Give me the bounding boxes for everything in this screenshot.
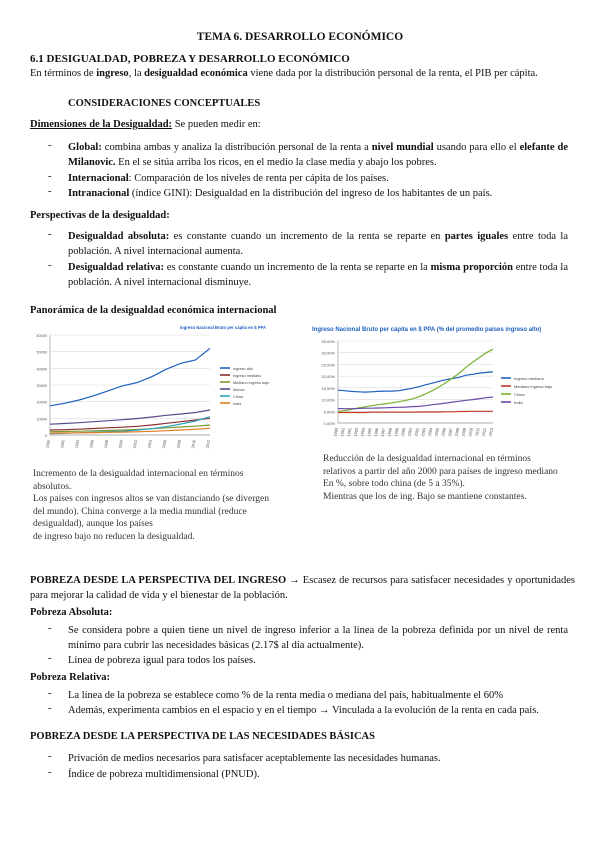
y-tick-label: 0,00% [323, 421, 335, 426]
intro-bold: ingreso [96, 68, 129, 79]
caption-line: Los países con ingresos altos se van distanciando (se divergen [33, 494, 269, 504]
legend-label: Ingreso mediano [514, 376, 544, 381]
x-tick-label: 2008 [176, 439, 182, 449]
y-tick-label: 50000 [36, 350, 47, 355]
chart-1-svg [30, 323, 292, 449]
x-tick-label: 1994 [359, 427, 366, 437]
x-tick-label: 2006 [440, 427, 447, 437]
caption-line: Incremento de la desigualdad internacional en términos [33, 469, 244, 479]
x-tick-label: 1997 [379, 427, 387, 437]
series-line [50, 418, 210, 430]
section-heading: 6.1 DESIGUALDAD, POBREZA Y DESARROLLO ECONÓMICO [30, 53, 350, 65]
x-tick-label: 2000 [399, 427, 407, 437]
y-tick-label: 0 [44, 434, 47, 438]
x-tick-label: 1993 [352, 427, 360, 437]
legend-label: Ingreso mediano [233, 374, 262, 378]
caption-line: de ingreso bajo no reducen la desigualdad. [33, 531, 195, 542]
caption-line: relativos a partir del año 2000 para países de ingreso mediano [323, 466, 558, 477]
x-tick-label: 2013 [487, 427, 494, 437]
x-tick-label: 2003 [420, 427, 427, 437]
x-tick-label: 1999 [393, 427, 400, 437]
list-item: Internacional: Comparación de los niveles de renta per cápita de los países. [68, 173, 389, 184]
conceptual-heading: CONSIDERACIONES CONCEPTUALES [68, 98, 261, 109]
x-tick-label: 2004 [147, 439, 153, 449]
series-line [50, 410, 210, 424]
intro-text: , la [128, 68, 145, 79]
poverty-income-heading: POBREZA DESDE LA PERSPECTIVA DEL INGRESO [30, 575, 287, 586]
x-tick-label: 1990 [332, 427, 339, 437]
x-tick-label: 1996 [89, 439, 95, 449]
y-tick-label: 10,00% [321, 397, 335, 403]
x-tick-label: 2005 [433, 427, 441, 437]
dimensions-line [30, 118, 261, 132]
perspectives-heading: Perspectivas de la desigualdad: [30, 210, 170, 221]
bullet-dash: - [48, 688, 52, 699]
x-tick-label: 1992 [345, 427, 353, 437]
caption-line: absolutos. [33, 481, 72, 492]
legend-label: China [233, 395, 243, 399]
legend-label: India [233, 402, 242, 406]
bullet-dash: - [48, 229, 52, 240]
series-line [338, 349, 493, 411]
bullet-dash: - [48, 653, 52, 664]
list-item: Privación de medios necesarios para satisfacer aceptablemente las necesidades humanas. [68, 753, 441, 764]
series-line [50, 348, 210, 406]
poverty-absolute-heading: Pobreza Absoluta: [30, 607, 113, 618]
intro-text: En términos de [30, 68, 97, 79]
bullet-dash: - [48, 186, 52, 197]
caption-line: Mientras que los de ing. Bajo se mantiene constantes. [323, 491, 527, 502]
x-tick-label: 2001 [406, 427, 414, 437]
x-tick-label: 2006 [161, 439, 168, 449]
intro-paragraph [30, 67, 575, 81]
bullet-dash: - [48, 623, 52, 634]
list-item: Desigualdad absoluta: es constante cuando un incremento de la renta se reparte en partes iguales entre toda la población. A nivel internacional aumenta. [68, 231, 569, 257]
y-tick-label: 5,00% [323, 409, 335, 415]
bullet-dash: - [48, 260, 52, 271]
caption-line: desigualdad), aunque los países [33, 519, 153, 529]
chart-2-svg [308, 323, 576, 447]
list-item: Además, experimenta cambios en el espacio y en el tiempo → Vinculada a la evolución de la renta en cada país. [68, 705, 539, 716]
legend-label: Ingreso alto [233, 367, 253, 371]
page-title: TEMA 6. DESARROLLO ECONÓMICO [196, 31, 404, 43]
bullet-dash: - [48, 140, 52, 151]
caption-left [33, 468, 283, 543]
list-item: Línea de pobreza igual para todos los países. [68, 655, 256, 666]
x-tick-label: 1991 [339, 427, 346, 437]
caption-line: Reducción de la desigualdad internacional en términos [323, 454, 531, 464]
poverty-needs-heading: POBREZA DESDE LA PERSPECTIVA DE LAS NECESIDADES BÁSICAS [30, 731, 375, 742]
bullet-dash: - [48, 171, 52, 182]
list-item: Global: combina ambas y analiza la distribución personal de la renta a nivel mundial usando para ello el elefante de Milanovic. En el se sitúa arriba los ricos, en el medio la clase media y abajo los pobres. [68, 142, 569, 168]
legend-label: Mediano ingreso bajo [514, 384, 553, 389]
x-tick-label: 1990 [45, 439, 51, 449]
bullet-dash: - [48, 751, 52, 762]
list-item: Desigualdad relativa: es constante cuando un incremento de la renta se reparte en la misma proporción entre toda la población. A nivel internacional disminuye. [68, 262, 568, 288]
x-tick-label: 2012 [205, 439, 211, 449]
list-item: La línea de la pobreza se establece como % de la renta media o mediana del país, habitualmente el 60% [68, 690, 503, 701]
x-tick-label: 2010 [467, 427, 474, 437]
x-tick-label: 2008 [453, 427, 461, 437]
arrow-icon: → [289, 575, 300, 586]
x-tick-label: 1994 [74, 439, 81, 449]
y-tick-label: 25,00% [321, 362, 335, 368]
list-item: Se considera pobre a quien tiene un nivel de ingreso inferior a la línea de la pobreza definida por un nivel de renta mínimo para cubrir las necesidades básicas (2.17$ al día actualmente). [68, 625, 568, 651]
x-tick-label: 2002 [413, 427, 420, 437]
dimensions-label: Dimensiones de la Desigualdad: [30, 119, 173, 130]
panorama-heading: Panorámica de la desigualdad económica internacional [30, 305, 277, 316]
x-tick-label: 2004 [426, 427, 434, 437]
x-tick-label: 2010 [191, 439, 197, 449]
y-tick-label: 30000 [36, 384, 47, 388]
poverty-income-paragraph [30, 573, 575, 603]
dimensions-text: Se pueden medir en: [172, 119, 261, 130]
chart-absolute-income [30, 323, 292, 449]
legend-label: Mundo [233, 388, 245, 392]
caption-line: En %, sobre todo china (de 5 a 35%). [323, 479, 465, 489]
x-tick-label: 2009 [460, 427, 468, 437]
intro-text: viene dada por la distribución personal de la renta, el PIB per cápita. [247, 68, 538, 79]
list-item: Índice de pobreza multidimensional (PNUD). [68, 769, 260, 780]
y-tick-label: 35,00% [321, 339, 335, 344]
y-tick-label: 10000 [36, 417, 47, 422]
bullet-dash: - [48, 703, 52, 714]
x-tick-label: 1992 [60, 439, 66, 449]
x-tick-label: 1998 [386, 427, 393, 437]
y-tick-label: 20000 [36, 400, 47, 405]
legend-label: China [514, 392, 525, 397]
x-tick-label: 2002 [132, 439, 139, 449]
chart-title: Ingreso Nacional Bruto per cápita en $ PPA (% del promedio países ingreso alto) [312, 327, 542, 333]
bullet-dash: - [48, 767, 52, 778]
x-tick-label: 1998 [103, 439, 110, 449]
x-tick-label: 1996 [372, 427, 380, 437]
y-tick-label: 20,00% [321, 374, 335, 380]
legend-label: Mediano ingreso bajo [233, 381, 270, 385]
x-tick-label: 2007 [447, 427, 454, 437]
x-tick-label: 2012 [480, 427, 488, 437]
chart-relative-income [308, 323, 576, 447]
x-tick-label: 2000 [118, 439, 124, 449]
x-tick-label: 1995 [366, 427, 373, 437]
caption-right [323, 453, 575, 503]
x-tick-label: 2011 [474, 427, 481, 437]
poverty-income-text: Escasez de recursos para satisfacer necesidades y oportunidades para mejorar la calidad de vida y el bienestar de la población. [30, 575, 576, 601]
legend-label: India [514, 400, 523, 405]
chart-title: Ingreso Nacional Bruto per cápita en $ PPA [180, 325, 267, 330]
caption-line: del mundo). China converge a la media mundial (reduce [33, 506, 247, 517]
poverty-relative-heading: Pobreza Relativa: [30, 672, 110, 683]
y-tick-label: 40000 [36, 367, 47, 372]
y-tick-label: 60000 [36, 334, 47, 338]
y-tick-label: 15,00% [321, 385, 335, 391]
intro-bold: desigualdad económica [144, 68, 248, 79]
series-line [338, 372, 493, 392]
y-tick-label: 30,00% [321, 350, 335, 356]
list-item: Intranacional (índice GINI): Desigualdad en la distribución del ingreso de los habitantes de un país. [68, 188, 493, 199]
